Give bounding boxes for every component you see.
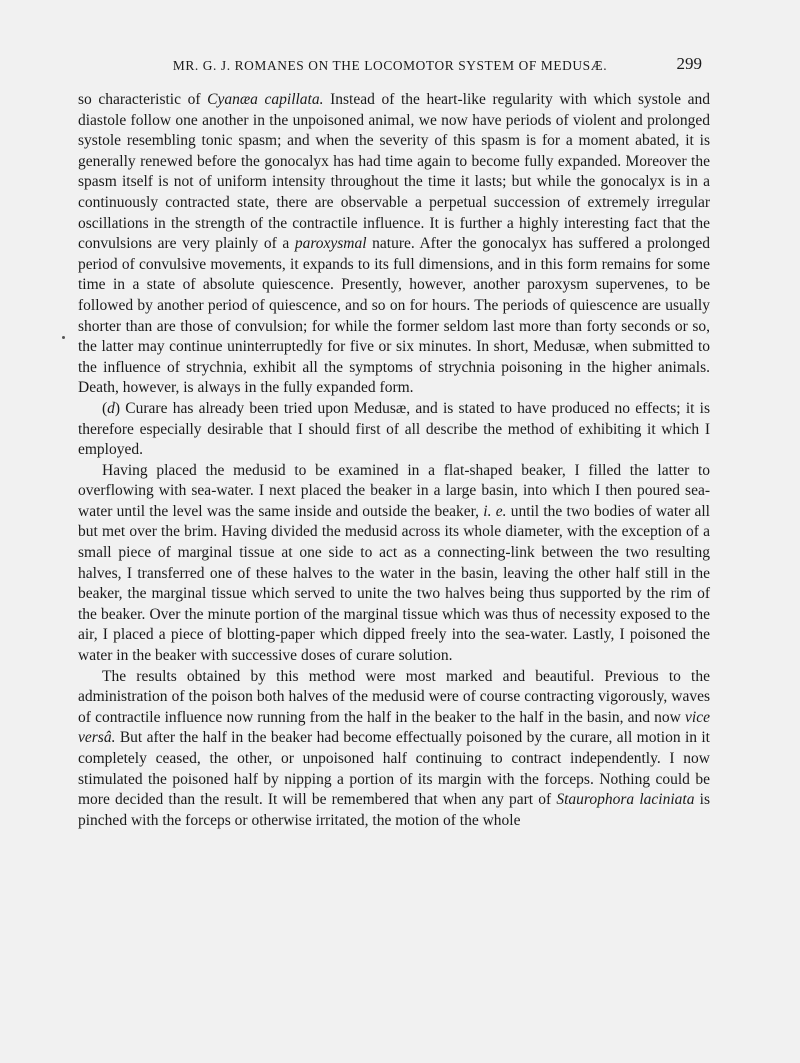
paragraph <box>78 461 710 667</box>
paragraph <box>78 399 710 461</box>
text-run: But after the half in the beaker had become effectually poisoned by the curare, all motion in it completely ceased, the other, or unpoisoned half continuing to contract independently. I now stimulated the poisoned half by nipping a portion of its margin with the forceps. Nothing could be more decided than the result. It will be remembered that when any part of <box>78 729 710 809</box>
italic-text: i. e. <box>483 502 507 520</box>
text-run: Having placed the medusid to be examined in a flat-shaped beaker, I filled the latter to overflowing with sea-water. I next placed the beaker in a large basin, into which I then poured sea-water until the level was the same inside and outside the beaker, <box>78 461 710 520</box>
paragraph <box>78 667 710 832</box>
italic-text: Cyanæa capillata. <box>207 91 324 108</box>
italic-text: Staurophora laciniata <box>556 791 695 809</box>
body-text <box>78 90 710 831</box>
text-run: ( <box>102 399 108 417</box>
italic-text: vice versâ. <box>78 708 710 747</box>
italic-text: d <box>107 399 115 417</box>
text-run: The results obtained by this method were most marked and beautiful. Previous to the administration of the poison both halves of the medusid were of course contracting vigorously, waves of contractile influence now running from the half in the beaker to the half in the basin, and now <box>78 667 710 726</box>
margin-mark <box>62 336 65 339</box>
page-number: 299 <box>676 54 702 73</box>
text-run: ) Curare has already been tried upon Medusæ, and is stated to have produced no effects; it is therefore especially desirable that I should first of all describe the method of exhibiting it which I employed. <box>78 399 710 459</box>
text-run: Instead of the heart-like regularity with which systole and diastole follow one another in the unpoisoned animal, we now have periods of violent and prolonged systole resembling tonic spasm; and when the severity of this spasm is for a moment abated, it is generally renewed before the gonocalyx has had time again to become fully expanded. Moreover the spasm itself is not of uniform intensity throughout the time it lasts; but while the gonocalyx is in a continuously contracted state, there are observable a perpetual succession of extremely irregular oscillations in the strength of the contractile influence. It is further a highly interesting fact that the convulsions are very plainly of a <box>78 91 710 253</box>
text-run: nature. After the gonocalyx has suffered a prolonged period of convulsive movements, it expands to its full dimensions, and in this form remains for some time in a state of absolute quiescence. Presently, however, another paroxysm supervenes, to be followed by another period of quiescence, and so on for hours. The periods of quiescence are usually shorter than are those of convulsion; for while the former seldom last more than forty seconds or so, the latter may continue uninterruptedly for five or six minutes. In short, Medusæ, when submitted to the influence of strychnia, exhibit all the symptoms of strychnia poisoning in the higher animals. Death, however, is always in the fully expanded form. <box>78 235 710 397</box>
text-run: so characteristic of <box>78 91 208 108</box>
text-run: until the two bodies of water all but met over the brim. Having divided the medusid across its whole diameter, with the exception of a small piece of marginal tissue at one side to act as a connecting-link between the two resulting halves, I transferred one of these halves to the water in the basin, leaving the other half still in the beaker, the marginal tissue which served to unite the two halves being thus supported by the rim of the beaker. Over the minute portion of the marginal tissue which was thus of necessity exposed to the air, I placed a piece of blotting-paper which dipped freely into the sea-water. Lastly, I poisoned the water in the beaker with successive doses of curare solution. <box>78 502 710 665</box>
italic-text: paroxysmal <box>294 235 367 253</box>
page-header <box>78 52 702 78</box>
paragraph <box>78 90 710 399</box>
running-head: MR. G. J. ROMANES ON THE LOCOMOTOR SYSTEM OF MEDUSÆ. <box>172 58 608 73</box>
text-run: is pinched with the forceps or otherwise irritated, the motion of the whole <box>78 791 710 829</box>
